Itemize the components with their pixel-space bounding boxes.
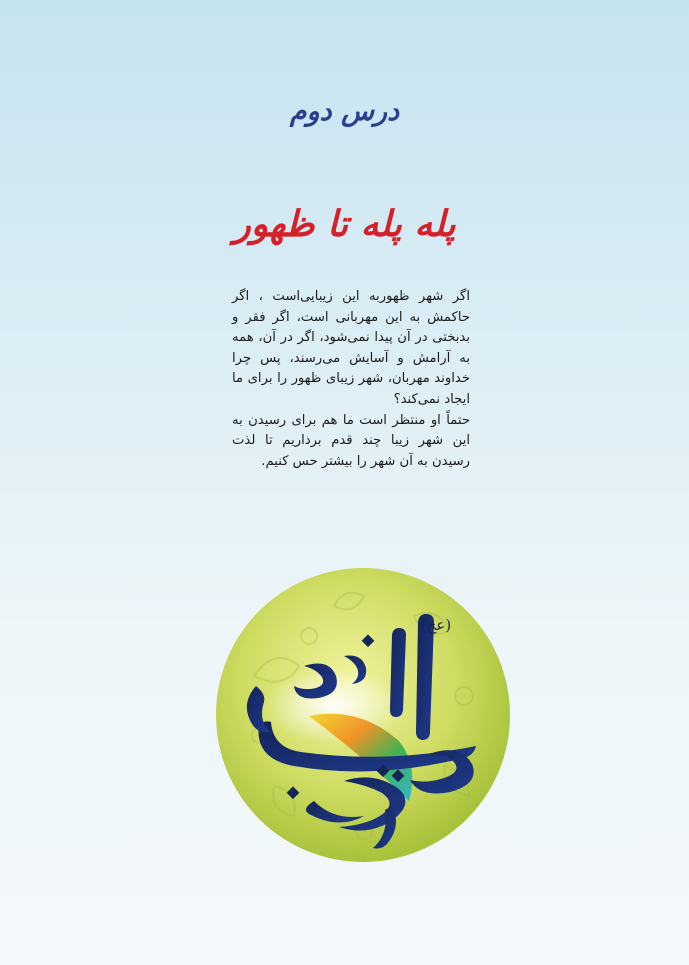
lesson-title: پله پله تا ظهور bbox=[233, 203, 456, 245]
body-paragraph-2: حتماً او منتظر است ما هم برای رسیدن به این شهر زیبا چند قدم برداریم تا لذت رسیدن به آن شهر را بیشتر حس کنیم. bbox=[232, 412, 470, 469]
body-paragraph-1: اگر شهر ظهوربه این زیبایی‌است ، اگر حاکمش به این مهربانی است، اگر فقر و بدبختی در آن پیدا نمی‌شود، اگر در آن، همه به آرامش و آسایش می‌رسند، پس چرا خداوند مهربان، شهر زیبای ظهور را برای ما ایجاد نمی‌کند؟ bbox=[232, 289, 470, 407]
sahib-al-zaman-emblem bbox=[214, 566, 512, 864]
emblem-graphic bbox=[214, 566, 512, 864]
lesson-label: درس دوم bbox=[289, 96, 400, 127]
body-text bbox=[232, 287, 470, 472]
emblem-honorific: (عج) bbox=[420, 616, 452, 634]
